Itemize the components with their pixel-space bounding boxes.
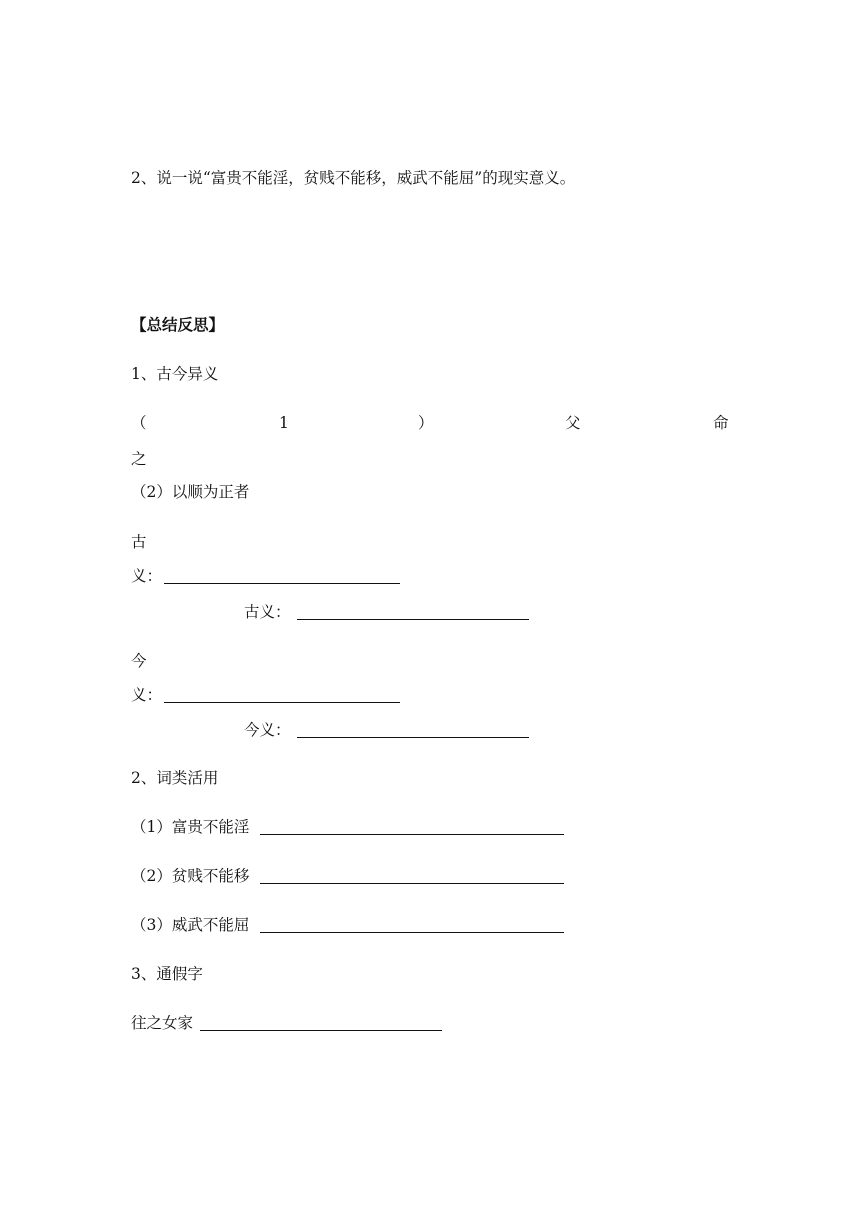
summary-heading: 【总结反思】 [131, 315, 225, 334]
item-1-number: 1 [279, 414, 289, 432]
section-2-item-1: （1）富贵不能淫 [131, 818, 250, 836]
section-2-item-3: （3）威武不能屈 [131, 916, 250, 934]
section-2-blank-1[interactable] [260, 834, 564, 835]
item-2-text: （2）以顺为正者 [131, 483, 250, 501]
jin-yi-label-1: 义： [131, 686, 163, 704]
gu-yi-label-2: 古义： [244, 603, 291, 621]
jin-char: 今 [131, 652, 147, 670]
gu-char: 古 [131, 533, 147, 551]
section-2-blank-2[interactable] [260, 883, 564, 884]
section-2-blank-3[interactable] [260, 932, 564, 933]
item-1-char-fu: 父 [565, 414, 581, 432]
section-3-item: 往之女家 [131, 1014, 194, 1032]
question-2: 2、说一说“富贵不能淫，贫贱不能移，威武不能屈”的现实意义。 [131, 169, 576, 187]
jin-yi-label-2: 今义： [244, 721, 291, 739]
item-1-char-zhi: 之 [131, 450, 147, 468]
item-1-open-paren: （ [131, 414, 147, 432]
item-1-close-paren: ） [418, 414, 434, 432]
section-2-heading: 2、词类活用 [131, 769, 219, 787]
section-3-blank[interactable] [200, 1030, 442, 1031]
item-1-char-ming: 命 [713, 414, 729, 432]
section-2-item-2: （2）贫贱不能移 [131, 867, 250, 885]
section-1-heading: 1、古今异义 [131, 365, 219, 383]
jin-yi-blank-2[interactable] [297, 737, 529, 738]
gu-yi-label-1: 义： [131, 567, 163, 585]
gu-yi-blank-1[interactable] [164, 583, 400, 584]
gu-yi-blank-2[interactable] [297, 619, 529, 620]
section-3-heading: 3、通假字 [131, 965, 203, 983]
jin-yi-blank-1[interactable] [164, 702, 400, 703]
